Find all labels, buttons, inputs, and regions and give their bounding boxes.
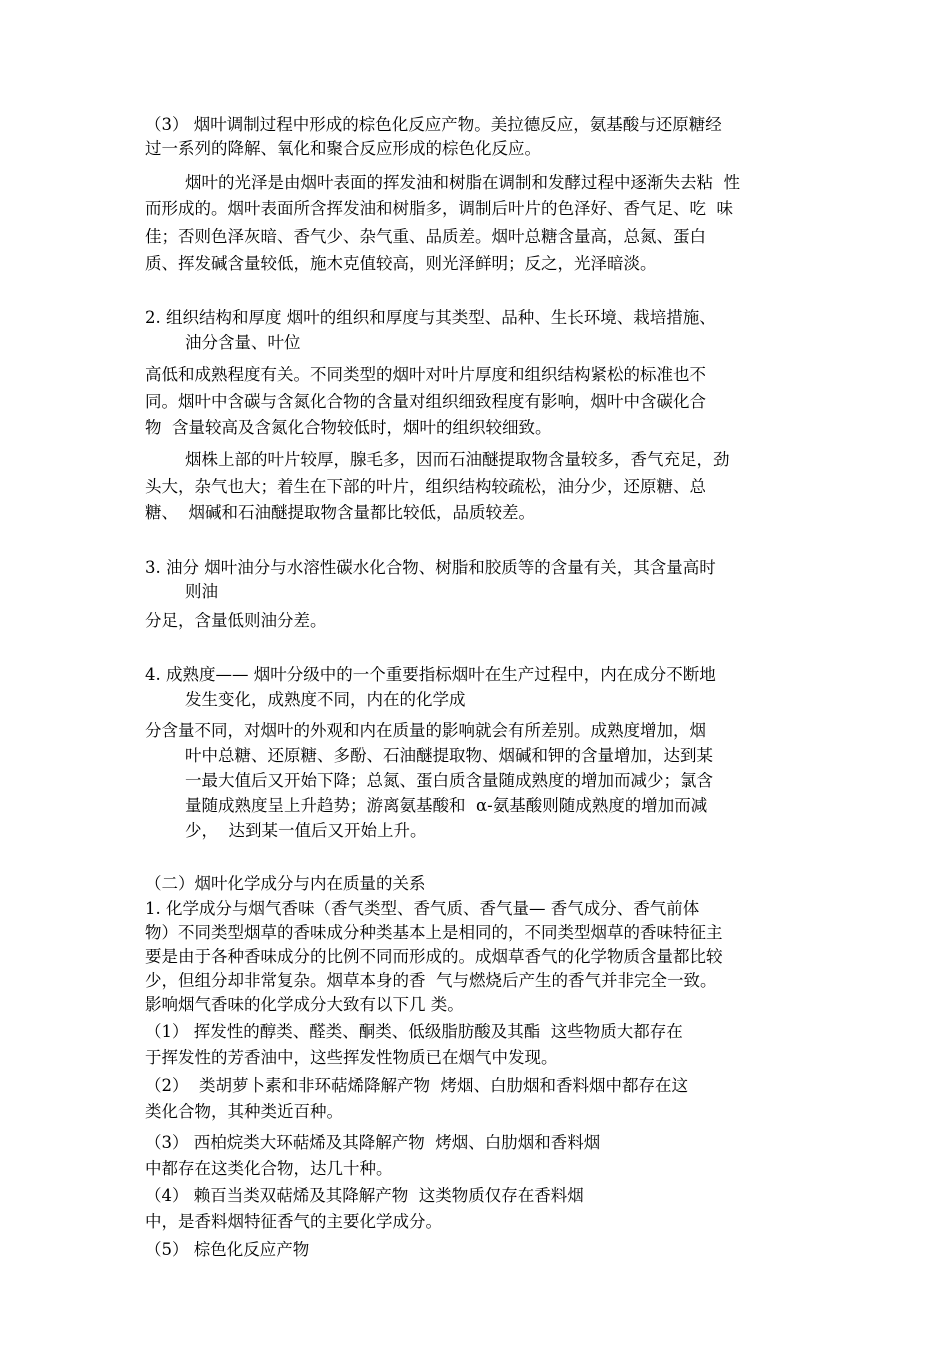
text-line: 量随成熟度呈上升趋势；游离氨基酸和 α-氨基酸则随成熟度的增加而减 [185,796,708,815]
text-line: 质、挥发碱含量较低，施木克值较高，则光泽鲜明；反之，光泽暗淡。 [145,254,657,273]
text-line: 过一系列的降解、氧化和聚合反应形成的棕色化反应。 [145,139,541,158]
text-line: 类化合物，其种类近百种。 [145,1102,343,1121]
list-item: （3） 西柏烷类大环萜烯及其降解产物 烤烟、白肋烟和香料烟 [145,1133,601,1152]
text-line: 烟叶的光泽是由烟叶表面的挥发油和树脂在调制和发酵过程中逐渐失去粘 性 [185,173,740,192]
list-item: （1） 挥发性的醇类、醛类、酮类、低级脂肪酸及其酯 这些物质大都存在 [145,1022,683,1041]
text-line: 而形成的。烟叶表面所含挥发油和树脂多，调制后叶片的色泽好、香气足、吃 味 [145,199,733,218]
section-heading: 2. 组织结构和厚度 烟叶的组织和厚度与其类型、品种、生长环境、栽培措施、 [145,308,716,327]
text-line: 发生变化，成熟度不同，内在的化学成 [185,690,466,709]
text-line: 要是由于各种香味成分的比例不同而形成的。成烟草香气的化学物质含量都比较 [145,947,723,966]
list-item: （4） 赖百当类双萜烯及其降解产物 这类物质仅存在香料烟 [145,1186,584,1205]
text-line: （3） 烟叶调制过程中形成的棕色化反应产物。美拉德反应，氨基酸与还原糖经 [145,115,722,134]
text-line: 分含量不同，对烟叶的外观和内在质量的影响就会有所差别。成熟度增加，烟 [145,721,706,740]
section-heading: 3. 油分 烟叶油分与水溶性碳水化合物、树脂和胶质等的含量有关，其含量高时 [145,558,716,577]
text-line: 1. 化学成分与烟气香味（香气类型、香气质、香气量— 香气成分、香气前体 [145,899,700,918]
text-line: 糖、 烟碱和石油醚提取物含量都比较低，品质较差。 [145,503,535,522]
text-line: 烟株上部的叶片较厚，腺毛多，因而石油醚提取物含量较多，香气充足，劲 [185,450,730,469]
text-line: 影响烟气香味的化学成分大致有以下几 类。 [145,995,464,1014]
text-line: 高低和成熟程度有关。不同类型的烟叶对叶片厚度和组织结构紧松的标准也不 [145,365,706,384]
text-line: 少，但组分却非常复杂。烟草本身的香 气与燃烧后产生的香气并非完全一致。 [145,971,717,990]
section-heading: （二）烟叶化学成分与内在质量的关系 [145,874,426,893]
text-line: 分足，含量低则油分差。 [145,611,327,630]
text-line: 佳；否则色泽灰暗、香气少、杂气重、品质差。烟叶总糖含量高，总氮、蛋白 [145,227,706,246]
section-heading: 4. 成熟度—— 烟叶分级中的一个重要指标烟叶在生产过程中，内在成分不断地 [145,665,716,684]
text-line: 一最大值后又开始下降；总氮、蛋白质含量随成熟度的增加而减少；氯含 [185,771,713,790]
list-item: （2） 类胡萝卜素和非环萜烯降解产物 烤烟、白肋烟和香料烟中都存在这 [145,1076,688,1095]
list-item: （5） 棕色化反应产物 [145,1240,310,1259]
text-line: 中都存在这类化合物，达几十种。 [145,1159,393,1178]
text-line: 油分含量、叶位 [185,333,301,352]
text-line: 于挥发性的芳香油中，这些挥发性物质已在烟气中发现。 [145,1048,558,1067]
text-line: 叶中总糖、还原糖、多酚、石油醚提取物、烟碱和钾的含量增加，达到某 [185,746,713,765]
text-line: 则油 [185,582,218,601]
text-line: 中，是香料烟特征香气的主要化学成分。 [145,1212,442,1231]
text-line: 同。烟叶中含碳与含氮化合物的含量对组织细致程度有影响，烟叶中含碳化合 [145,392,706,411]
text-line: 少， 达到某一值后又开始上升。 [185,821,427,840]
text-line: 头大，杂气也大；着生在下部的叶片，组织结构较疏松，油分少，还原糖、总 [145,477,706,496]
text-line: 物 含量较高及含氮化合物较低时，烟叶的组织较细致。 [145,418,552,437]
text-line: 物）不同类型烟草的香味成分种类基本上是相同的，不同类型烟草的香味特征主 [145,923,723,942]
